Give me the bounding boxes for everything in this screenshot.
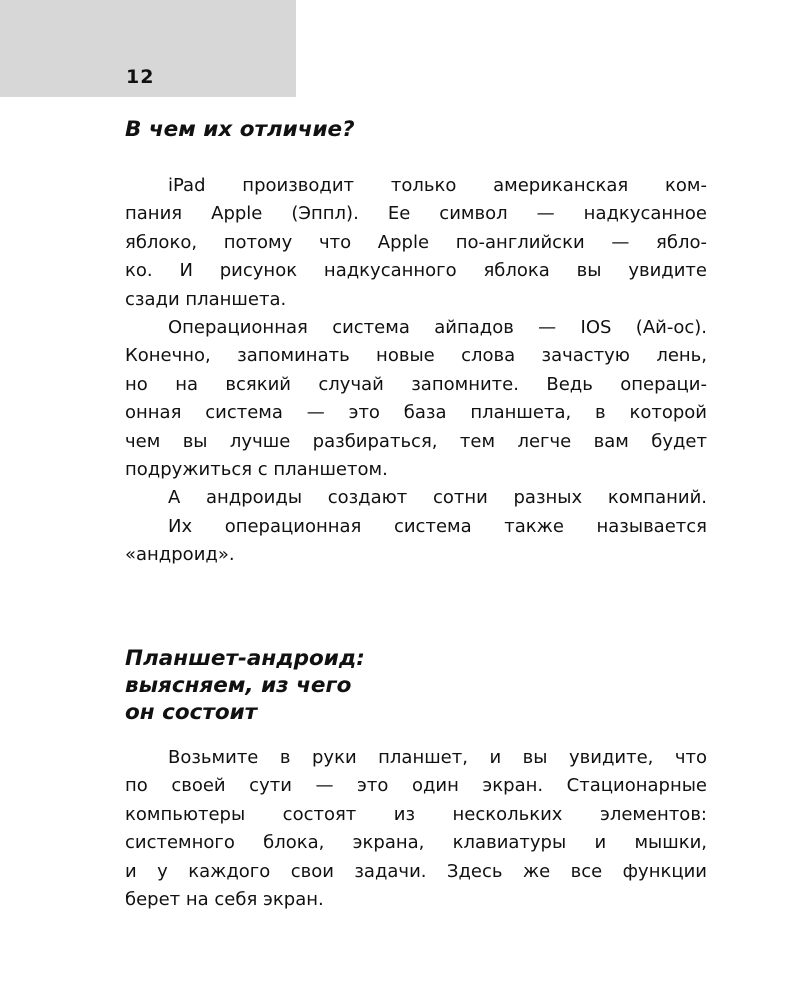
text-line: системного блока, экрана, клавиатуры и мышки, xyxy=(125,832,707,854)
text-line: А андроиды создают сотни разных компаний. xyxy=(168,487,707,509)
page-number: 12 xyxy=(126,66,155,88)
text-line: яблоко, потому что Apple по-английски — ябло- xyxy=(125,231,707,253)
section-heading-tablet-android xyxy=(125,645,455,726)
text-line: и у каждого свои задачи. Здесь же все функции xyxy=(125,860,707,882)
heading-line: он состоит xyxy=(125,700,258,725)
text-line: компьютеры состоят из нескольких элементов: xyxy=(125,803,707,825)
text-line: подружиться с планшетом. xyxy=(125,458,388,480)
heading-line: Планшет-андроид: xyxy=(125,646,365,671)
page-number-tab xyxy=(0,0,296,97)
text-line: ко. И рисунок надкусанного яблока вы увидите xyxy=(125,260,707,282)
heading-line: выясняем, из чего xyxy=(125,673,352,698)
text-line: Конечно, запоминать новые слова зачастую лень, xyxy=(125,345,707,367)
text-line: берет на себя экран. xyxy=(125,888,324,910)
text-line: чем вы лучше разбираться, тем легче вам будет xyxy=(125,430,707,452)
section-body-tablet-android xyxy=(125,744,707,914)
text-line: онная система — это база планшета, в которой xyxy=(125,402,707,424)
section-body-differences xyxy=(125,172,707,569)
text-line: Возьмите в руки планшет, и вы увидите, что xyxy=(168,747,707,768)
text-line: сзади планшета. xyxy=(125,288,287,310)
text-line: Их операционная система также называется xyxy=(168,515,707,537)
text-line: Операционная система айпадов — IOS (Ай-ос). xyxy=(168,316,707,338)
text-line: пания Apple (Эппл). Ее символ — надкусанное xyxy=(125,203,707,225)
text-line: по своей сути — это один экран. Стационарные xyxy=(125,775,707,797)
text-line: но на всякий случай запомните. Ведь операци- xyxy=(125,373,707,395)
section-heading-differences: В чем их отличие? xyxy=(125,117,355,142)
text-line: «андроид». xyxy=(125,544,235,566)
text-line: iPad производит только американская ком- xyxy=(168,175,707,196)
